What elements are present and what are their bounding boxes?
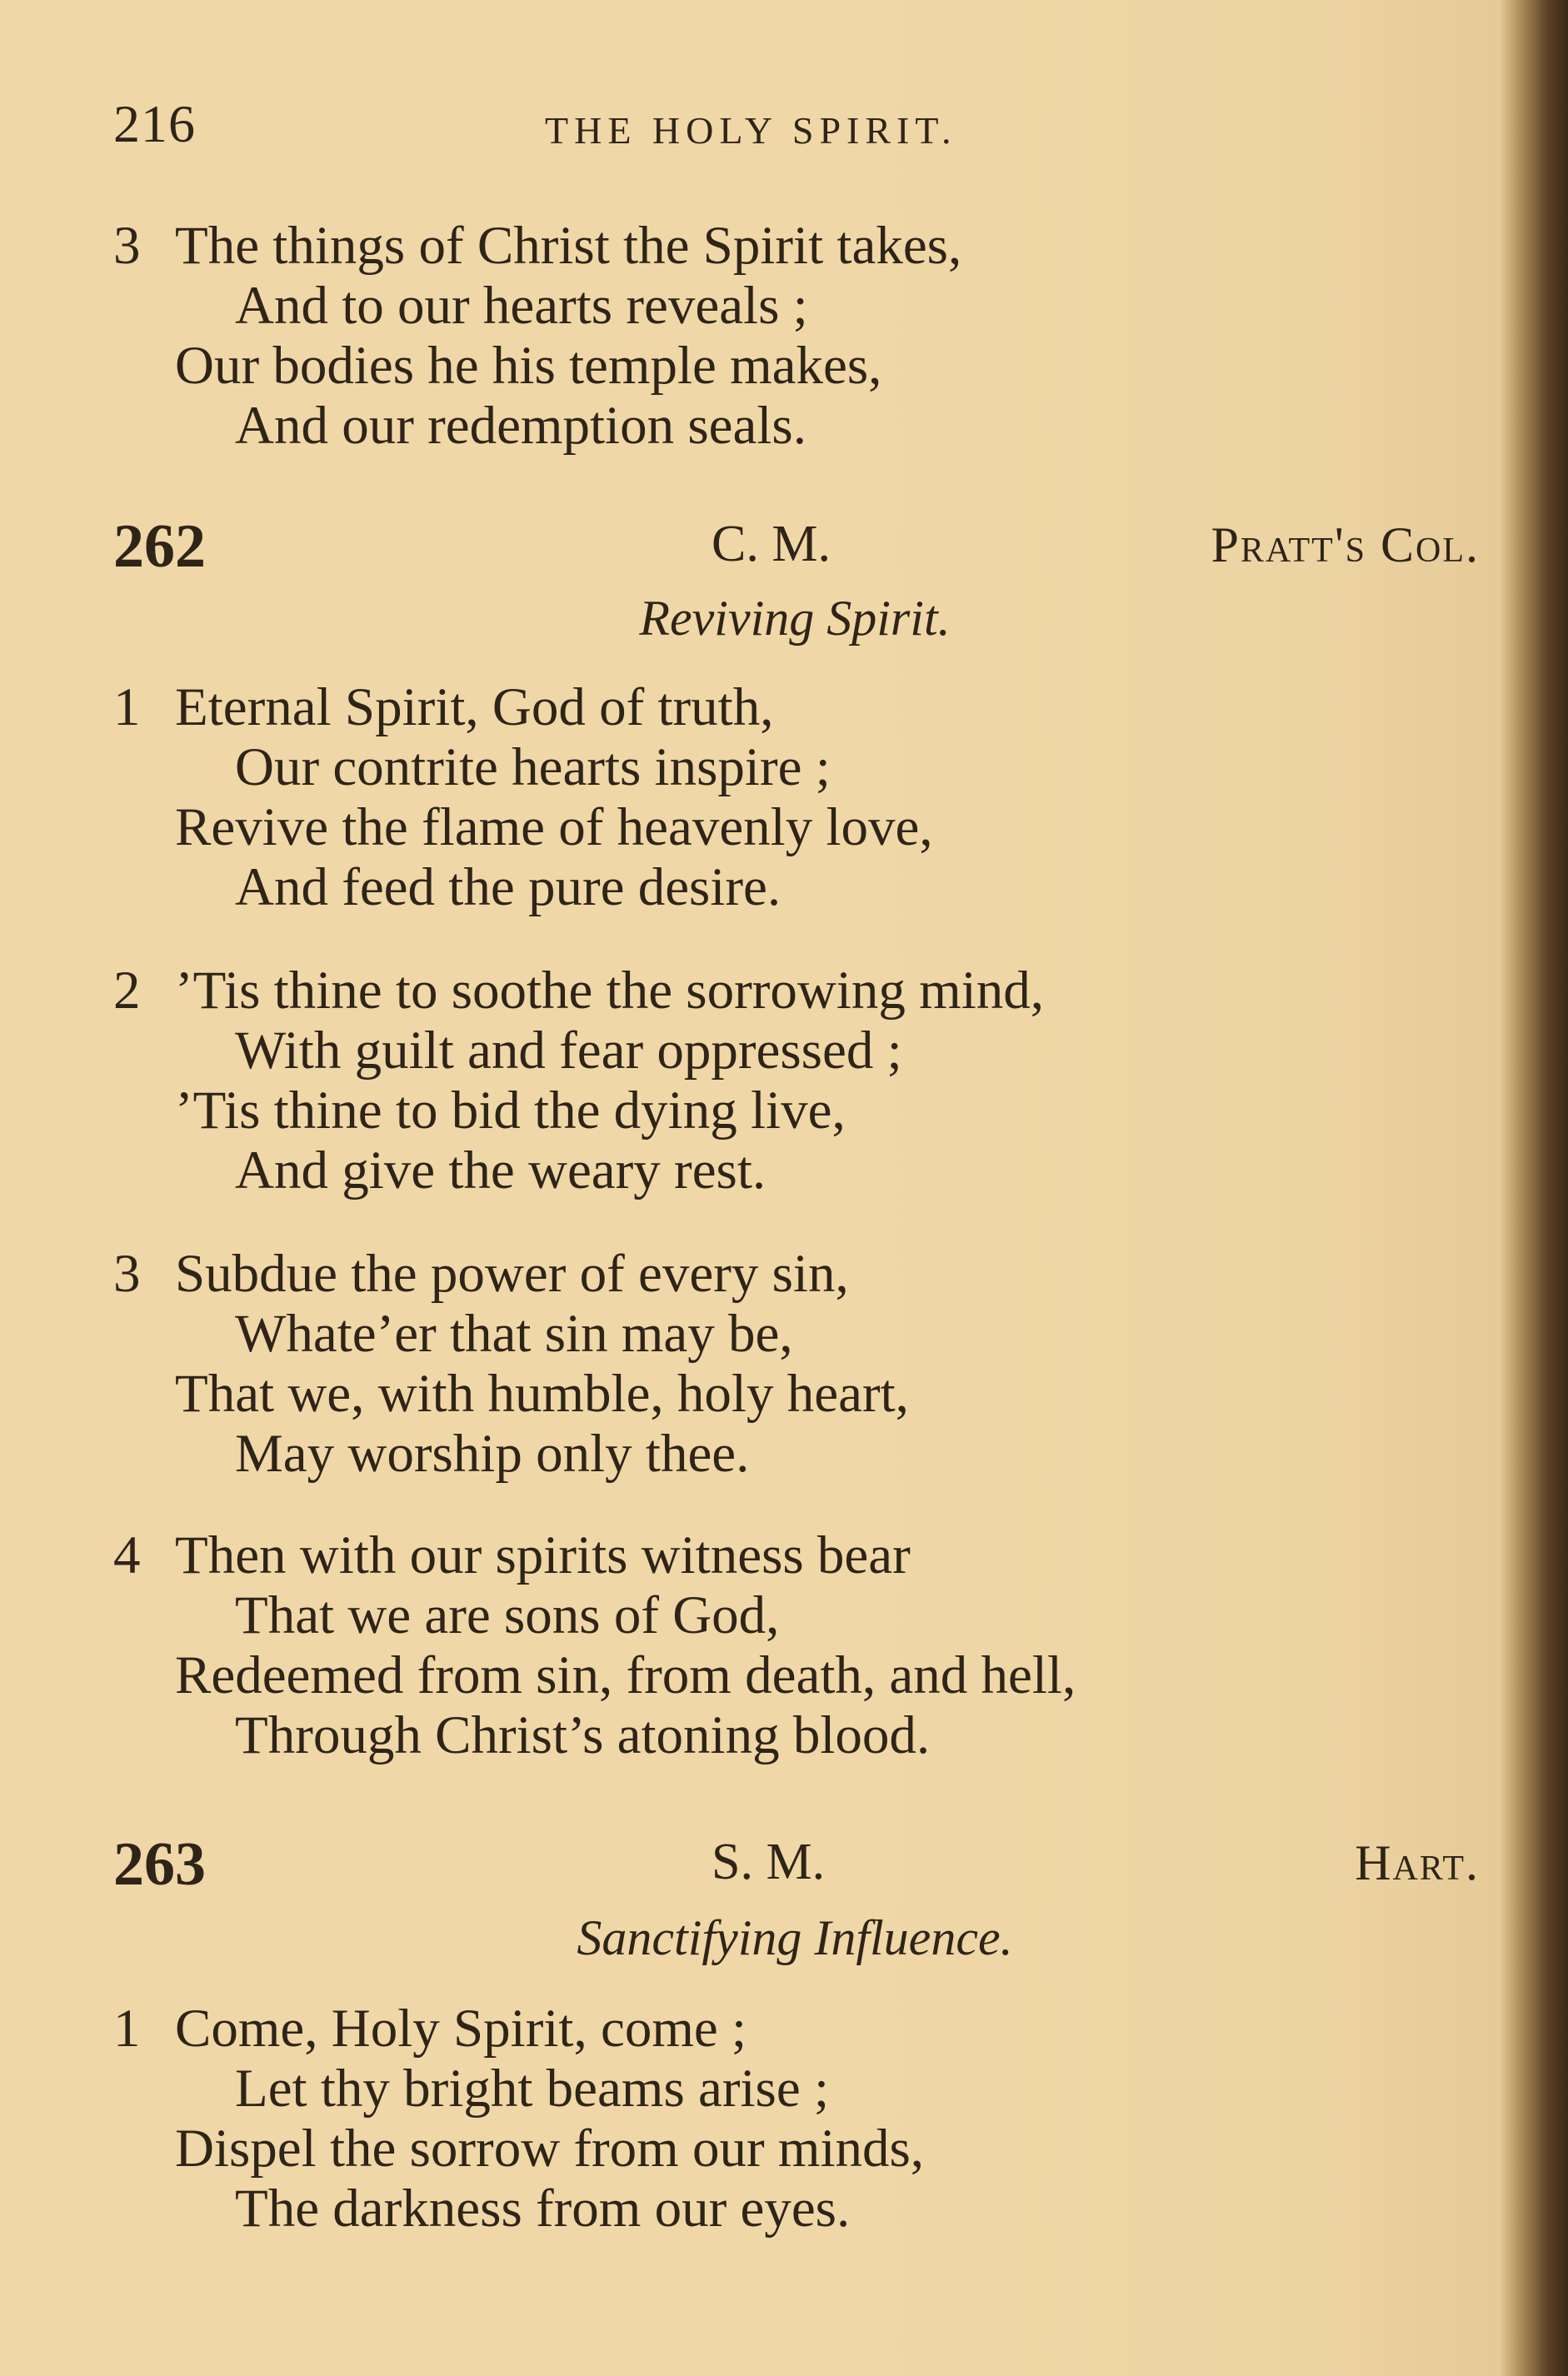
verse-line: Through Christ’s atoning blood. bbox=[235, 1705, 931, 1765]
verse-number: 3 bbox=[113, 1244, 141, 1304]
verse-line: Let thy bright beams arise ; bbox=[235, 2059, 830, 2119]
hymn-tune: Hart. bbox=[1355, 1835, 1480, 1890]
verse-line: Whate’er that sin may be, bbox=[235, 1304, 793, 1364]
verse-line: Revive the flame of heavenly love, bbox=[175, 797, 933, 857]
hymn-number: 263 bbox=[113, 1830, 206, 1899]
hymn-header bbox=[113, 512, 1480, 581]
verse-line: The things of Christ the Spirit takes, bbox=[175, 216, 962, 276]
verse-line: Dispel the sorrow from our minds, bbox=[175, 2119, 925, 2179]
book-spine-shadow bbox=[1500, 0, 1568, 2376]
verse-line: Eternal Spirit, God of truth, bbox=[175, 677, 774, 737]
verse-line: ’Tis thine to soothe the sorrowing mind, bbox=[175, 961, 1045, 1021]
verse-number: 4 bbox=[113, 1525, 141, 1585]
verse-line: The darkness from our eyes. bbox=[235, 2179, 851, 2239]
hymn-tune: Pratt's Col. bbox=[1211, 517, 1480, 572]
verse-line: Our bodies he his temple makes, bbox=[175, 336, 882, 396]
hymn-subtitle: Sanctifying Influence. bbox=[577, 1910, 1013, 1965]
verse-line: Our contrite hearts inspire ; bbox=[235, 737, 831, 797]
verse-number: 1 bbox=[113, 1999, 141, 2059]
hymn-meter: C. M. bbox=[712, 516, 831, 572]
verse-line: ’Tis thine to bid the dying live, bbox=[175, 1081, 846, 1141]
verse-line: Subdue the power of every sin, bbox=[175, 1244, 849, 1304]
hymn-number: 262 bbox=[113, 512, 206, 581]
verse-line: Come, Holy Spirit, come ; bbox=[175, 1999, 747, 2059]
verse-number: 1 bbox=[113, 677, 141, 737]
verse-line: That we are sons of God, bbox=[235, 1585, 780, 1645]
verse-number: 2 bbox=[113, 961, 141, 1021]
verse-line: That we, with humble, holy heart, bbox=[175, 1364, 909, 1424]
verse-line: And feed the pure desire. bbox=[235, 857, 782, 917]
hymn-header bbox=[113, 1829, 1480, 1899]
verse-line: Redeemed from sin, from death, and hell, bbox=[175, 1645, 1076, 1705]
page-number: 216 bbox=[113, 94, 196, 153]
verse-line: Then with our spirits witness bear bbox=[175, 1525, 911, 1585]
verse-number: 3 bbox=[113, 216, 141, 276]
verse-line: And give the weary rest. bbox=[235, 1141, 767, 1200]
verse-line: And our redemption seals. bbox=[235, 396, 806, 456]
verse-line: With guilt and fear oppressed ; bbox=[235, 1021, 902, 1081]
hymn-meter: S. M. bbox=[712, 1834, 826, 1890]
running-title: THE HOLY SPIRIT. bbox=[545, 109, 957, 152]
hymn-subtitle: Reviving Spirit. bbox=[639, 591, 951, 646]
verse-line: May worship only thee. bbox=[235, 1424, 750, 1484]
verse-line: And to our hearts reveals ; bbox=[235, 276, 808, 336]
